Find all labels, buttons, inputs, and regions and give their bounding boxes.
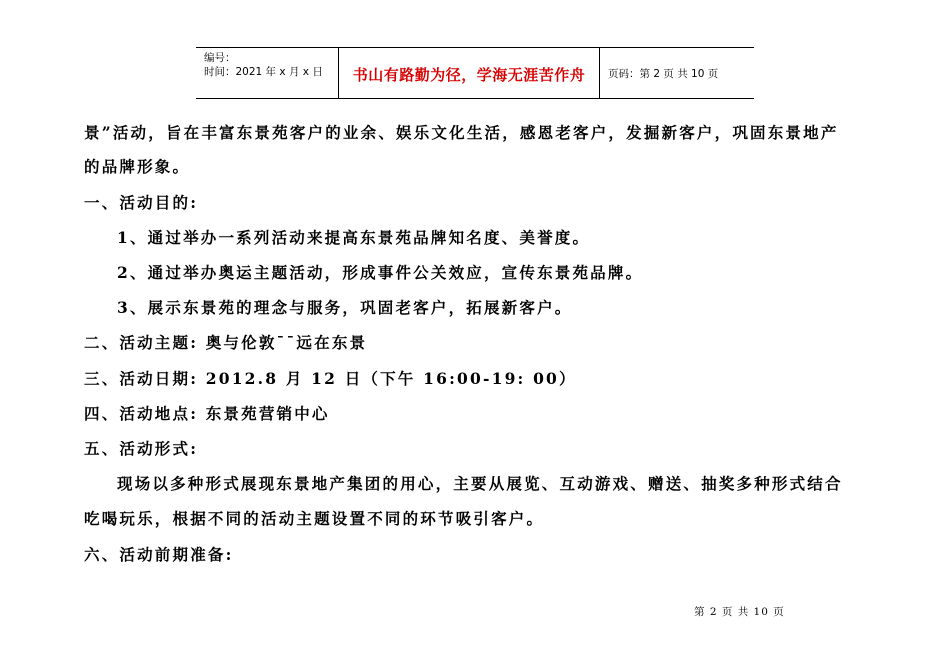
section-heading: 二、活动主题: 奥与伦敦¯¯远在东景 xyxy=(84,333,368,352)
page-footer: 第 2 页 共 10 页 xyxy=(694,606,785,618)
section-heading: 六、活动前期准备: xyxy=(84,545,234,564)
section-heading: 一、活动目的: xyxy=(84,193,199,212)
body-line: 现场以多种形式展现东景地产集团的用心，主要从展览、互动游戏、赠送、抽奖多种形式结合 xyxy=(117,474,843,493)
header-slogan-cell xyxy=(339,48,600,98)
header-slogan: 书山有路勤为径，学海无涯苦作舟 xyxy=(352,65,586,84)
header-table xyxy=(196,47,754,99)
list-item: 3、展示东景苑的理念与服务，巩固老客户，拓展新客户。 xyxy=(117,298,573,317)
section-heading: 五、活动形式: xyxy=(84,439,199,458)
doc-time-label: 时间：2021 年 x 月 x 日 xyxy=(204,66,323,78)
doc-number-label: 编号： xyxy=(204,52,236,64)
list-item: 1、通过举办一系列活动来提高东景苑品牌知名度、美誉度。 xyxy=(117,228,591,247)
section-heading: 三、活动日期: 2012.8 月 12 日（下午 16:00-19: 00） xyxy=(84,369,577,388)
section-heading: 四、活动地点: 东景苑营销中心 xyxy=(84,404,330,423)
header-meta-cell xyxy=(196,48,339,98)
list-item: 2、通过举办奥运主题活动，形成事件公关效应，宣传东景苑品牌。 xyxy=(117,263,644,282)
header-page-code: 页码：第 2 页 共 10 页 xyxy=(608,67,719,80)
body-line: 的品牌形象。 xyxy=(84,157,191,176)
body-line: 吃喝玩乐，根据不同的活动主题设置不同的环节吸引客户。 xyxy=(84,509,545,528)
body-line: 景”活动，旨在丰富东景苑客户的业余、娱乐文化生活，感恩老客户，发掘新客户，巩固东景地产 xyxy=(84,123,839,142)
